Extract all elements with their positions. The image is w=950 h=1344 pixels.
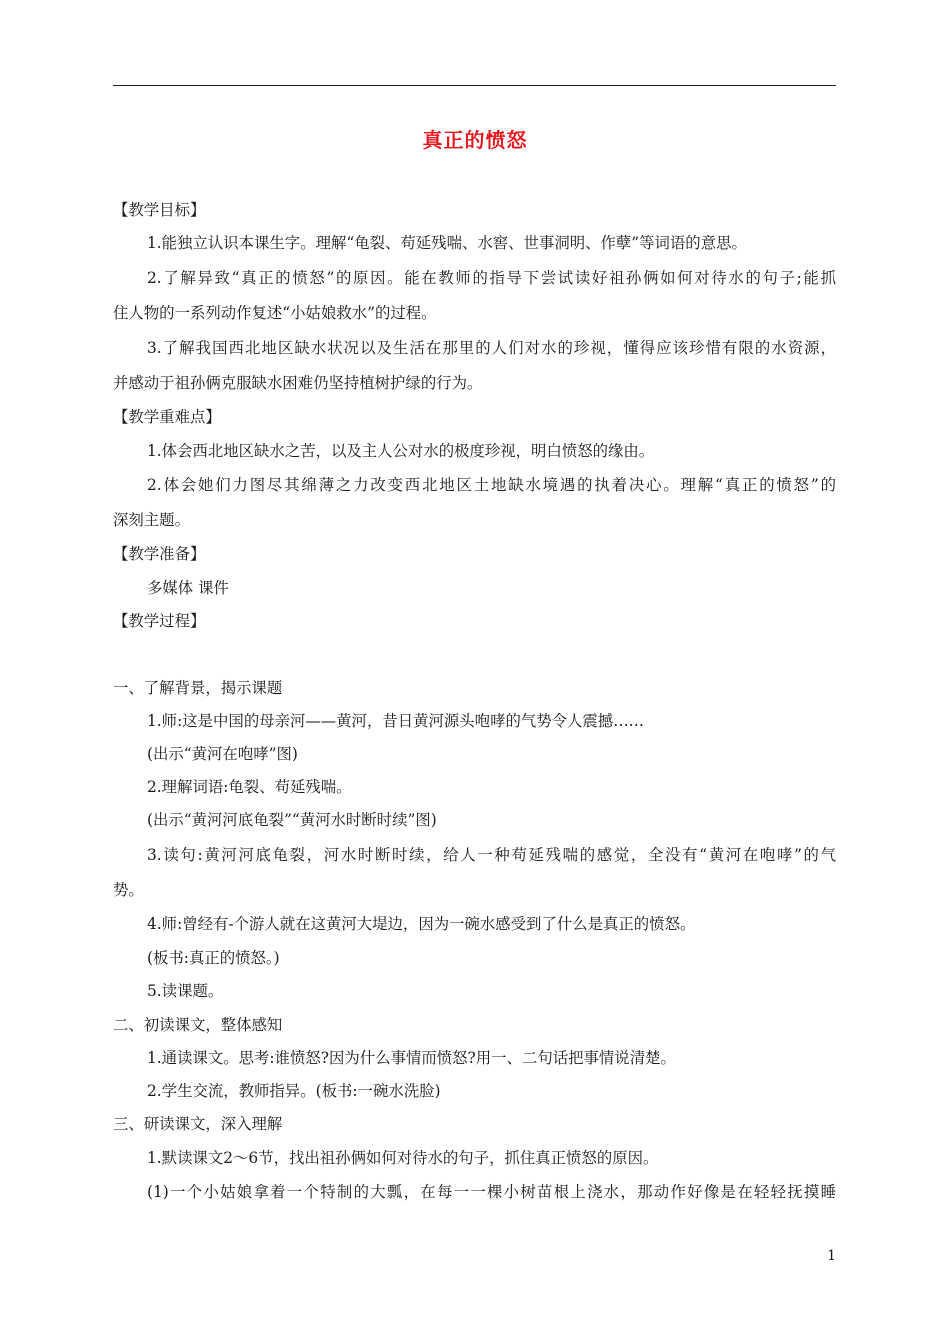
paragraph-line: 2.了解异致“真正的愤怒”的原因。能在教师的指导下尝试读好祖孙俩如何对待水的句子;能抓 [147, 269, 836, 287]
paragraph-line: 1.默读课文2～6节，找出祖孙俩如何对待水的句子，抓住真正愤怒的原因。 [147, 1149, 659, 1167]
paragraph-line: 1.通读课文。思考:谁愤怒?因为什么事情而愤怒?用一、二句话把事情说清楚。 [147, 1049, 676, 1067]
subsection-heading: 一、了解背景，揭示课题 [113, 679, 283, 697]
header-rule [113, 85, 836, 86]
section-heading: 【教学重难点】 [113, 408, 221, 426]
section-heading: 【教学目标】 [113, 201, 206, 219]
subsection-heading: 二、初读课文，整体感知 [113, 1016, 283, 1034]
paragraph-line: 住人物的一系列动作复述“小姑娘救水”的过程。 [113, 304, 437, 322]
paragraph-line: 2.学生交流，教师指异。(板书:一碗水洗脸) [147, 1082, 441, 1100]
paragraph-line: (1)一个小姑娘拿着一个特制的大瓢，在每一一棵小树苗根上浇水，那动作好像是在轻轻抚摸睡 [147, 1183, 836, 1201]
page-title: 真正的愤怒 [422, 128, 528, 152]
paragraph-line: 1.体会西北地区缺水之苦，以及主人公对水的极度珍视，明白愤怒的缘由。 [147, 442, 655, 460]
paragraph-line: 多媒体 课件 [147, 579, 229, 597]
paragraph-line: 1.师:这是中国的母亲河——黄河，昔日黄河源头咆哮的气势令人震撼…… [147, 712, 644, 730]
paragraph-line: 1.能独立认识本课生字。理解“龟裂、苟延残喘、水窖、世事洞明、作孽”等词语的意思。 [147, 234, 747, 252]
section-heading: 【教学过程】 [113, 612, 206, 630]
paragraph-line: 4.师:曾经有-个游人就在这黄河大堤边，因为一碗水感受到了什么是真正的愤怒。 [147, 915, 696, 933]
paragraph-line: 3.了解我国西北地区缺水状况以及生活在那里的人们对水的珍视，懂得应该珍惜有限的水资源， [147, 339, 836, 357]
paragraph-line: 势。 [113, 881, 144, 899]
paragraph-line: 并感动于祖孙俩克服缺水困难仍坚持植树护绿的行为。 [113, 374, 483, 392]
paragraph-line: 3.读句:黄河河底龟裂，河水时断时续，给人一种苟延残喘的感觉，全没有“黄河在咆哮”的气 [147, 846, 836, 864]
paragraph-line: 深刻主题。 [113, 511, 190, 529]
paragraph-line: (出示“黄河河底龟裂”“黄河水时断时续”图) [147, 811, 437, 829]
paragraph-line: (出示“黄河在咆哮”图) [147, 745, 298, 763]
paragraph-line: 5.读课题。 [147, 982, 224, 1000]
page-number: 1 [827, 1248, 836, 1264]
paragraph-line: (板书:真正的愤怒。) [147, 949, 280, 967]
subsection-heading: 三、研读课文，深入理解 [113, 1115, 283, 1133]
paragraph-line: 2.理解词语:龟裂、苟延残喘。 [147, 778, 352, 796]
paragraph-line: 2.体会她们力图尽其绵薄之力改变西北地区土地缺水境遇的执着决心。理解“真正的愤怒”的 [147, 476, 836, 494]
section-heading: 【教学准备】 [113, 545, 206, 563]
